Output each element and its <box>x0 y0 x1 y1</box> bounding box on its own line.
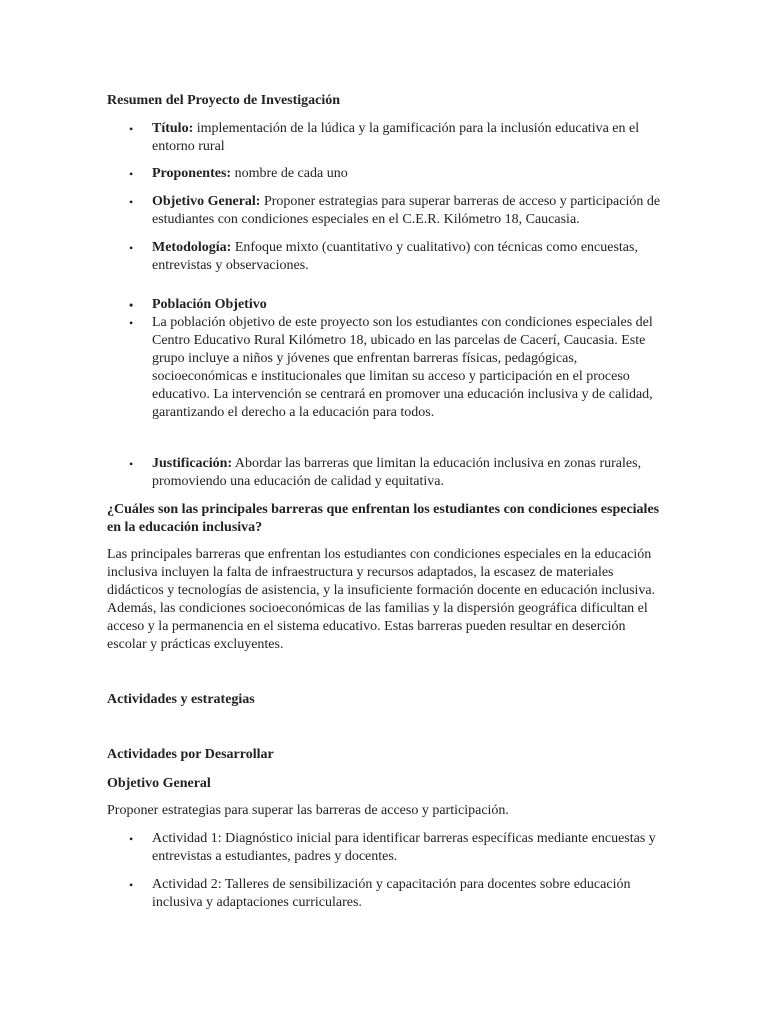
item-text: nombre de cada uno <box>231 166 348 181</box>
item-label: Justificación: <box>152 456 233 471</box>
barriers-question: ¿Cuáles son las principales barreras que enfrentan los estudiantes con condiciones especiales en la educación inclusiva? <box>107 502 660 535</box>
summary-item-objective <box>152 193 672 229</box>
item-label: Metodología: <box>152 240 232 255</box>
item-label: Título: <box>152 121 194 136</box>
summary-title: Resumen del Proyecto de Investigación <box>107 93 341 108</box>
activity-item-1: • Actividad 1: Diagnóstico inicial para identificar barreras específicas mediante encuestas y entrevistas a estudiantes, padres y docentes. <box>152 830 672 866</box>
activities-heading: Actividades y estrategias <box>107 692 255 707</box>
summary-item-methodology <box>152 239 672 275</box>
item-text: implementación de la lúdica y la gamificación para la inclusión educativa en el entorno rural <box>152 121 640 154</box>
item-text: Enfoque mixto (cuantitativo y cualitativo) con técnicas como encuestas, entrevistas y observaciones. <box>152 240 638 273</box>
objective-text: Proponer estrategias para superar las barreras de acceso y participación. <box>107 803 509 818</box>
barriers-answer: Las principales barreras que enfrentan los estudiantes con condiciones especiales en la educación inclusiva incluyen la falta de infraestructura y recursos adaptados, la escasez de materiales didácticos y tecnologías de asistencia, y la insuficiente formación docente en educación inclusiva. Además, las condiciones socioeconómicas de las familias y la dispersión geográfica dificultan el acceso y la permanencia en el sistema educativo. Estas barreras pueden resultar en deserción escolar y prácticas excluyentes. <box>107 547 656 652</box>
population-text: • La población objetivo de este proyecto son los estudiantes con condiciones especiales del Centro Educativo Rural Kilómetro 18, ubicado en las parcelas de Cacerí, Caucasia. Este grupo incluye a niños y jóvenes que enfrentan barreras físicas, pedagógicas, socioeconómicas e institucionales que limitan su acceso y participación en el proceso educativo. La intervención se centrará en promover una educación inclusiva y de calidad, garantizando el derecho a la educación para todos. <box>152 314 672 422</box>
objective-heading: Objetivo General <box>107 776 211 791</box>
summary-item-proponents <box>152 165 672 183</box>
item-text: Proponer estrategias para superar barreras de acceso y participación de estudiantes con condiciones especiales en el C.E.R. Kilómetro 18, Caucasia. <box>152 194 661 227</box>
item-label: Objetivo General: <box>152 194 261 209</box>
item-text: Abordar las barreras que limitan la educación inclusiva en zonas rurales, promoviendo una educación de calidad y equitativa. <box>152 456 642 489</box>
activities-to-develop-heading: Actividades por Desarrollar <box>107 747 274 762</box>
summary-item-title <box>152 120 672 156</box>
population-heading: • Población Objetivo <box>152 296 672 314</box>
item-label: Proponentes: <box>152 166 232 181</box>
summary-item-justification <box>152 455 672 491</box>
activity-item-2: • Actividad 2: Talleres de sensibilización y capacitación para docentes sobre educación inclusiva y adaptaciones curriculares. <box>152 876 672 912</box>
